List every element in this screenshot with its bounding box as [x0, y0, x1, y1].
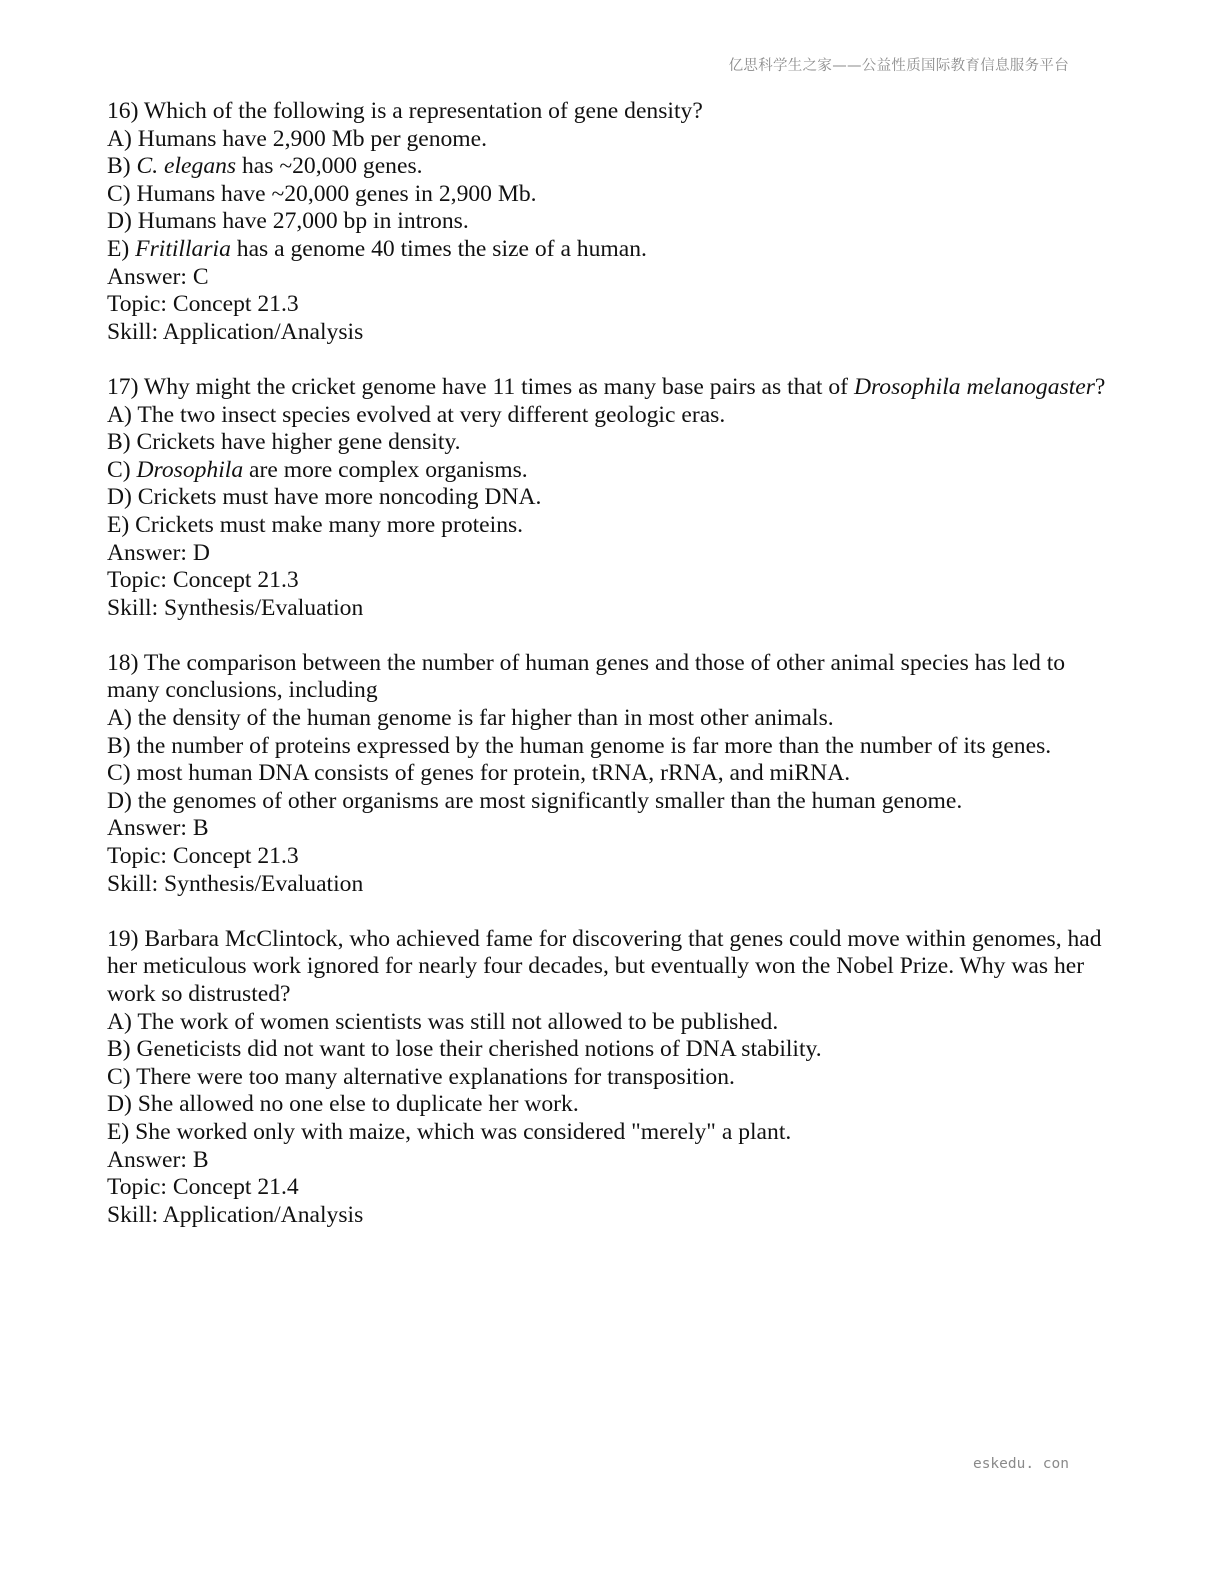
skill: Skill: Synthesis/Evaluation	[107, 594, 364, 621]
question-19	[107, 926, 1117, 1230]
option-e: E) She worked only with maize, which was considered "merely" a plant.	[107, 1118, 792, 1145]
question-stem	[107, 374, 1117, 402]
question-stem: 16) Which of the following is a representation of gene density?	[107, 98, 703, 124]
skill: Skill: Application/Analysis	[107, 1201, 364, 1228]
species-name: Drosophila	[136, 456, 244, 483]
answer: Answer: C	[107, 263, 209, 290]
footer-watermark: eskedu. con	[972, 1456, 1069, 1472]
option-b	[107, 153, 1117, 181]
option-a: A) Humans have 2,900 Mb per genome.	[107, 125, 488, 152]
option-b: B) Geneticists did not want to lose their cherished notions of DNA stability.	[107, 1036, 822, 1063]
option-c	[107, 457, 1117, 485]
option-a: A) The work of women scientists was still not allowed to be published.	[107, 1008, 779, 1035]
species-name: C. elegans	[136, 153, 237, 180]
stem-text: ?	[1094, 373, 1106, 400]
question-stem: 18) The comparison between the number of human genes and those of other animal species has led to many conclusions, including	[107, 649, 1066, 704]
species-name: Fritillaria	[135, 235, 231, 262]
stem-text: 17) Why might the cricket genome have 11 times as many base pairs as that of	[107, 373, 854, 400]
question-17	[107, 374, 1117, 622]
option-text: are more complex organisms.	[243, 456, 528, 483]
option-e	[107, 236, 1117, 264]
species-name: Drosophila melanogaster	[853, 373, 1095, 400]
option-a: A) the density of the human genome is far higher than in most other animals.	[107, 705, 834, 732]
document-body	[107, 98, 1117, 1257]
topic: Topic: Concept 21.3	[107, 291, 299, 318]
answer: Answer: B	[107, 1146, 209, 1173]
option-c: C) There were too many alternative explanations for transposition.	[107, 1063, 735, 1090]
option-e: E) Crickets must make many more proteins.	[107, 511, 524, 538]
option-prefix: C)	[107, 456, 137, 483]
skill: Skill: Synthesis/Evaluation	[107, 870, 364, 897]
skill: Skill: Application/Analysis	[107, 318, 364, 345]
topic: Topic: Concept 21.4	[107, 1174, 299, 1201]
answer: Answer: D	[107, 539, 210, 566]
option-c: C) Humans have ~20,000 genes in 2,900 Mb.	[107, 180, 537, 207]
option-b: B) the number of proteins expressed by the human genome is far more than the number of its genes.	[107, 732, 1052, 759]
topic: Topic: Concept 21.3	[107, 843, 299, 870]
option-text: has ~20,000 genes.	[236, 153, 423, 180]
option-a: A) The two insect species evolved at very different geologic eras.	[107, 401, 726, 428]
question-16	[107, 98, 1117, 346]
question-18	[107, 650, 1117, 898]
topic: Topic: Concept 21.3	[107, 567, 299, 594]
option-prefix: E)	[107, 235, 136, 262]
option-d: D) Crickets must have more noncoding DNA.	[107, 484, 542, 511]
header-watermark: 亿思科学生之家——公益性质国际教育信息服务平台	[728, 58, 1069, 74]
option-prefix: B)	[107, 153, 137, 180]
option-text: has a genome 40 times the size of a human.	[230, 235, 647, 262]
option-b: B) Crickets have higher gene density.	[107, 429, 461, 456]
option-d: D) She allowed no one else to duplicate her work.	[107, 1091, 579, 1118]
answer: Answer: B	[107, 815, 209, 842]
option-d: D) Humans have 27,000 bp in introns.	[107, 208, 469, 235]
question-stem: 19) Barbara McClintock, who achieved fame for discovering that genes could move within genomes, had her meticulous work ignored for nearly four decades, but eventually won the Nobel Prize. Why was her work so distrusted?	[107, 925, 1102, 1007]
option-c: C) most human DNA consists of genes for protein, tRNA, rRNA, and miRNA.	[107, 760, 851, 787]
option-d: D) the genomes of other organisms are most significantly smaller than the human genome.	[107, 787, 963, 814]
